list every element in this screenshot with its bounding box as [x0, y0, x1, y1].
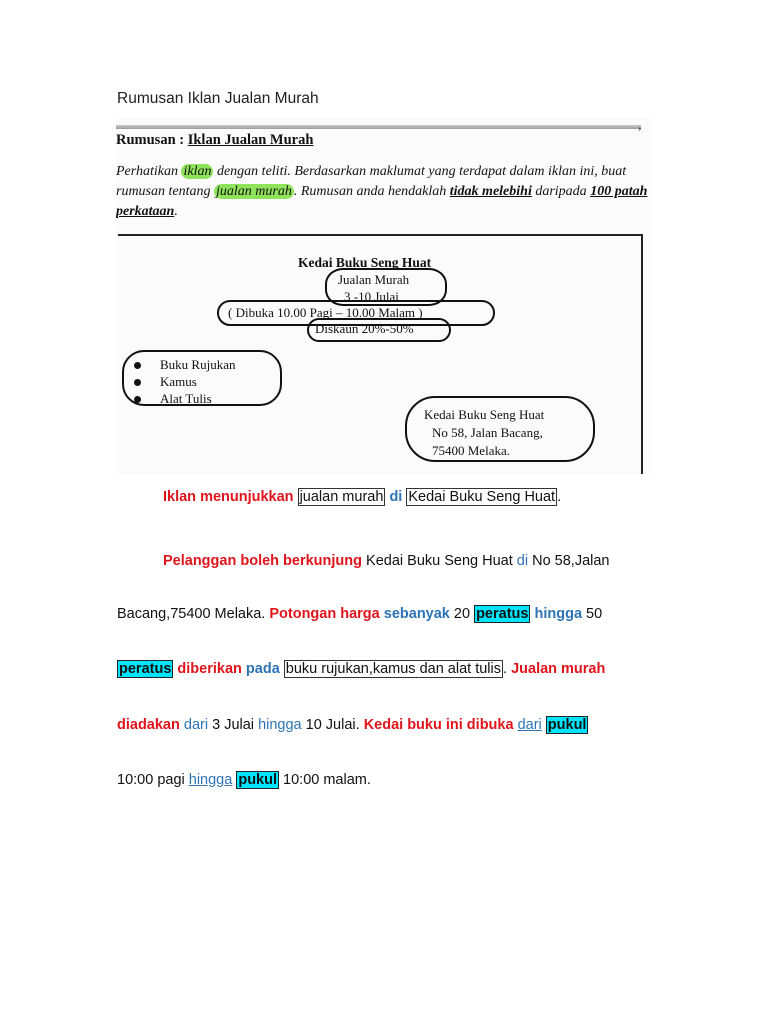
boxed-phrase: jualan murah [299, 489, 384, 505]
summary-line-6 [117, 772, 371, 788]
highlight-jualan-murah: jualan murah [216, 184, 292, 199]
plain-text: No 58,Jalan [528, 553, 610, 569]
keyword-blue: di [389, 489, 403, 505]
para-text-5: . [174, 204, 178, 219]
bullet-icon [134, 379, 141, 386]
bullet-icon [134, 396, 141, 403]
highlighted-keyword: peratus [476, 606, 529, 622]
para-text-3: . Rumusan anda hendaklah [293, 184, 450, 199]
plain-text: 50 [582, 606, 603, 622]
plain-text: 10:00 pagi [117, 772, 189, 788]
plain-text: 20 [449, 606, 475, 622]
plain-text: Bacang,75400 Melaka. [117, 606, 270, 622]
keyword-red: diadakan [117, 717, 180, 733]
keyword-red: Potongan harga [269, 606, 380, 622]
summary-line-4 [117, 661, 605, 677]
boxed-phrase: buku rujukan,kamus dan alat tulis [285, 661, 502, 677]
underline-word-limit: 100 patah perkataan [116, 184, 648, 219]
highlighted-keyword: pukul [238, 772, 278, 788]
advert-dates: 3 -10 Julai [344, 289, 399, 304]
keyword-blue: dari [183, 717, 209, 733]
plain-text: . [557, 489, 562, 505]
address-line-1: Kedai Buku Seng Huat [424, 407, 545, 422]
plain-text: . [503, 661, 508, 677]
item-alat-tulis: Alat Tulis [160, 391, 212, 406]
heading-prefix: Rumusan : [116, 132, 188, 148]
scan-mark: , [638, 118, 642, 133]
instruction-paragraph [116, 162, 652, 222]
advert-sale-label: Jualan Murah [338, 272, 410, 287]
summary-line-1 [163, 489, 561, 505]
highlighted-keyword: peratus [119, 661, 172, 677]
summary-line-5 [117, 717, 588, 733]
keyword-red: Pelanggan boleh berkunjung [163, 553, 362, 569]
bullet-icon [134, 362, 141, 369]
scan-heading [116, 132, 313, 149]
para-text-2: dengan teliti. Berdasarkan maklumat yang terdapat dalam iklan ini, buat rumusan tentang [116, 164, 627, 199]
keyword-red: Iklan menunjukkan [163, 489, 294, 505]
keyword-blue: sebanyak [383, 606, 450, 622]
plain-text: Kedai Buku Seng Huat [362, 553, 517, 569]
highlighted-keyword: pukul [547, 717, 587, 733]
scan-top-rule [116, 125, 641, 129]
address-line-3: 75400 Melaka. [432, 443, 510, 458]
summary-line-2 [163, 553, 610, 569]
scanned-exercise-image [116, 118, 652, 474]
address-line-2: No 58, Jalan Bacang, [432, 425, 543, 440]
para-text-4: daripada [531, 184, 591, 199]
underline-tidak-melebihi: tidak melebihi [449, 184, 532, 199]
keyword-blue: pada [245, 661, 280, 677]
keyword-blue: hingga [258, 717, 302, 733]
keyword-blue: dari [517, 717, 542, 733]
advert-hours: ( Dibuka 10.00 Pagi – 10.00 Malam ) [228, 305, 423, 320]
keyword-blue: hingga [188, 772, 233, 788]
keyword-red: diberikan [177, 661, 242, 677]
heading-title: Iklan Jualan Murah [187, 132, 314, 148]
keyword-red: Kedai buku ini dibuka [363, 717, 514, 733]
advert-shop-name: Kedai Buku Seng Huat [298, 255, 432, 270]
boxed-phrase: Kedai Buku Seng Huat [408, 489, 556, 505]
document-title: Rumusan Iklan Jualan Murah [117, 90, 319, 107]
advert-discount: Diskaun 20%-50% [315, 321, 414, 336]
item-buku-rujukan: Buku Rujukan [160, 357, 236, 372]
keyword-blue: di [516, 553, 529, 569]
plain-text: 3 Julai [208, 717, 259, 733]
plain-text: 10:00 malam. [279, 772, 371, 788]
highlight-iklan: iklan [183, 164, 212, 179]
summary-line-3 [117, 606, 602, 622]
keyword-red: Jualan murah [511, 661, 606, 677]
plain-text: 10 Julai. [301, 717, 364, 733]
item-kamus: Kamus [160, 374, 197, 389]
keyword-blue: hingga [534, 606, 583, 622]
para-text-1: Perhatikan [116, 164, 182, 179]
